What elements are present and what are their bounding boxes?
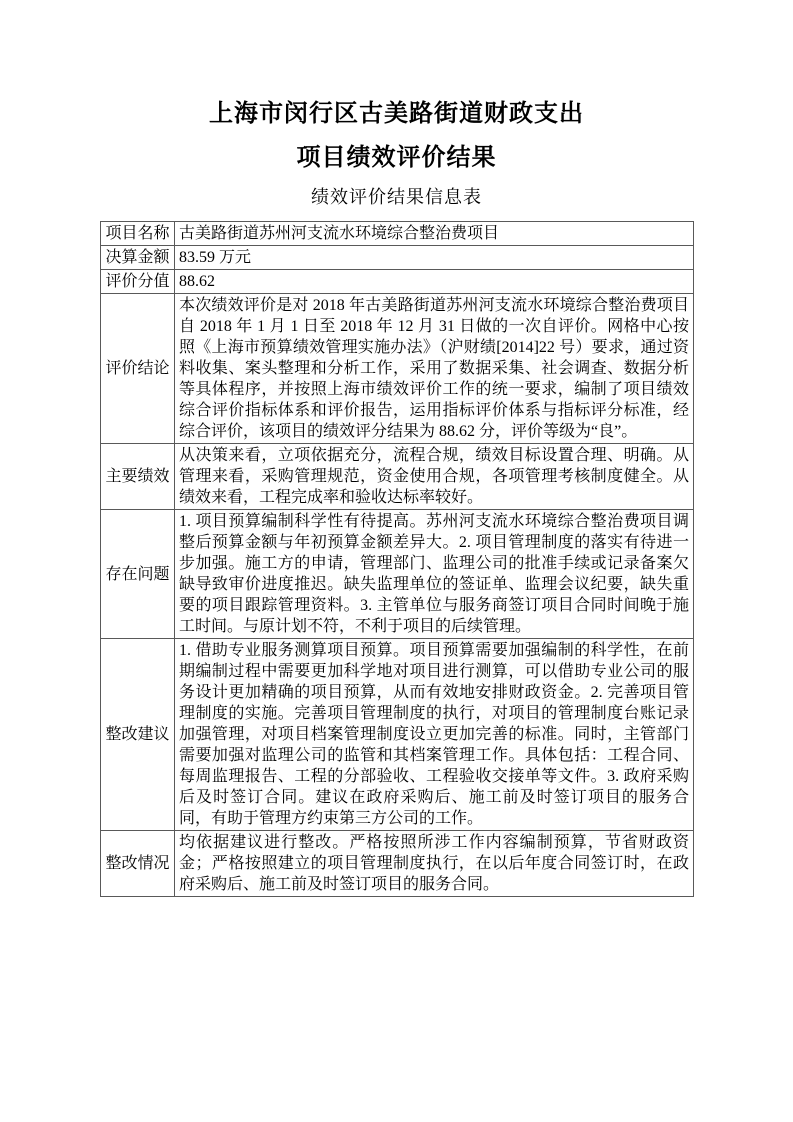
- table-row-final-amount: [101, 246, 694, 270]
- table-row-project-name: [101, 222, 694, 246]
- row-value: 83.59 万元: [175, 246, 694, 270]
- row-value: 均依据建议进行整改。严格按照所涉工作内容编制预算，节省财政资金；严格按照建立的项目管理制度执行，在以后年度合同签订时，在政府采购后、施工前及时签订项目的服务合同。: [175, 831, 694, 897]
- document-title-line-1: 上海市闵行区古美路街道财政支出: [209, 101, 584, 127]
- row-value: 从决策来看，立项依据充分，流程合规，绩效目标设置合理、明确。从管理来看，采购管理规范，资金使用合规，各项管理考核制度健全。从绩效来看，工程完成率和验收达标率较好。: [175, 444, 694, 510]
- row-value: 88.62: [175, 270, 694, 294]
- row-label: 决算金额: [101, 246, 175, 270]
- row-label: 评价结论: [101, 294, 175, 444]
- table-row-rectification-suggestions: [101, 639, 694, 831]
- row-value: 1. 借助专业服务测算项目预算。项目预算需要加强编制的科学性，在前期编制过程中需要更加科学地对项目进行测算，可以借助专业公司的服务设计更加精确的项目预算，从而有效地安排财政资金。2. 完善项目管理制度的实施。完善项目管理制度的执行，对项目的管理制度台账记录加强管理，对项目档案管理制度设立更加完善的标准。同时，主管部门需要加强对监理公司的监管和其档案管理工作。具体包括：工程合同、每周监理报告、工程的分部验收、工程验收交接单等文件。3. 政府采购后及时签订合同。建议在政府采购后、施工前及时签订项目的服务合同，有助于管理方约束第三方公司的工作。: [175, 639, 694, 831]
- row-label: 存在问题: [101, 510, 175, 639]
- row-value: 本次绩效评价是对 2018 年古美路街道苏州河支流水环境综合整治费项目自 2018 年 1 月 1 日至 2018 年 12 月 31 日做的一次自评价。网格中心按照《上海市预算绩效管理实施办法》（沪财绩[2014]22 号）要求，通过资料收集、案头整理和分析工作，采用了数据采集、社会调查、数据分析等具体程序，并按照上海市绩效评价工作的统一要求，编制了项目绩效综合评价指标体系和评价报告，运用指标评价体系与指标评分标准，经综合评价，该项目的绩效评分结果为 88.62 分，评价等级为“良”。: [175, 294, 694, 444]
- table-row-rectification-status: [101, 831, 694, 897]
- performance-evaluation-table: [100, 221, 694, 897]
- info-table-body: [101, 222, 694, 897]
- table-row-existing-problems: [101, 510, 694, 639]
- table-row-evaluation-score: [101, 270, 694, 294]
- table-caption: 绩效评价结果信息表: [311, 187, 482, 207]
- row-label: 项目名称: [101, 222, 175, 246]
- row-label: 主要绩效: [101, 444, 175, 510]
- row-label: 整改建议: [101, 639, 175, 831]
- row-label: 整改情况: [101, 831, 175, 897]
- row-value: 1. 项目预算编制科学性有待提高。苏州河支流水环境综合整治费项目调整后预算金额与年初预算金额差异大。2. 项目管理制度的落实有待进一步加强。施工方的申请，管理部门、监理公司的批准手续或记录备案欠缺导致审价进度推迟。缺失监理单位的签证单、监理会议纪要，缺失重要的项目跟踪管理资料。3. 主管单位与服务商签订项目合同时间晚于施工时间。与原计划不符，不利于项目的后续管理。: [175, 510, 694, 639]
- document-title-line-2: 项目绩效评价结果: [296, 145, 497, 171]
- row-label: 评价分值: [101, 270, 175, 294]
- row-value: 古美路街道苏州河支流水环境综合整治费项目: [175, 222, 694, 246]
- table-row-main-performance: [101, 444, 694, 510]
- table-row-evaluation-conclusion: [101, 294, 694, 444]
